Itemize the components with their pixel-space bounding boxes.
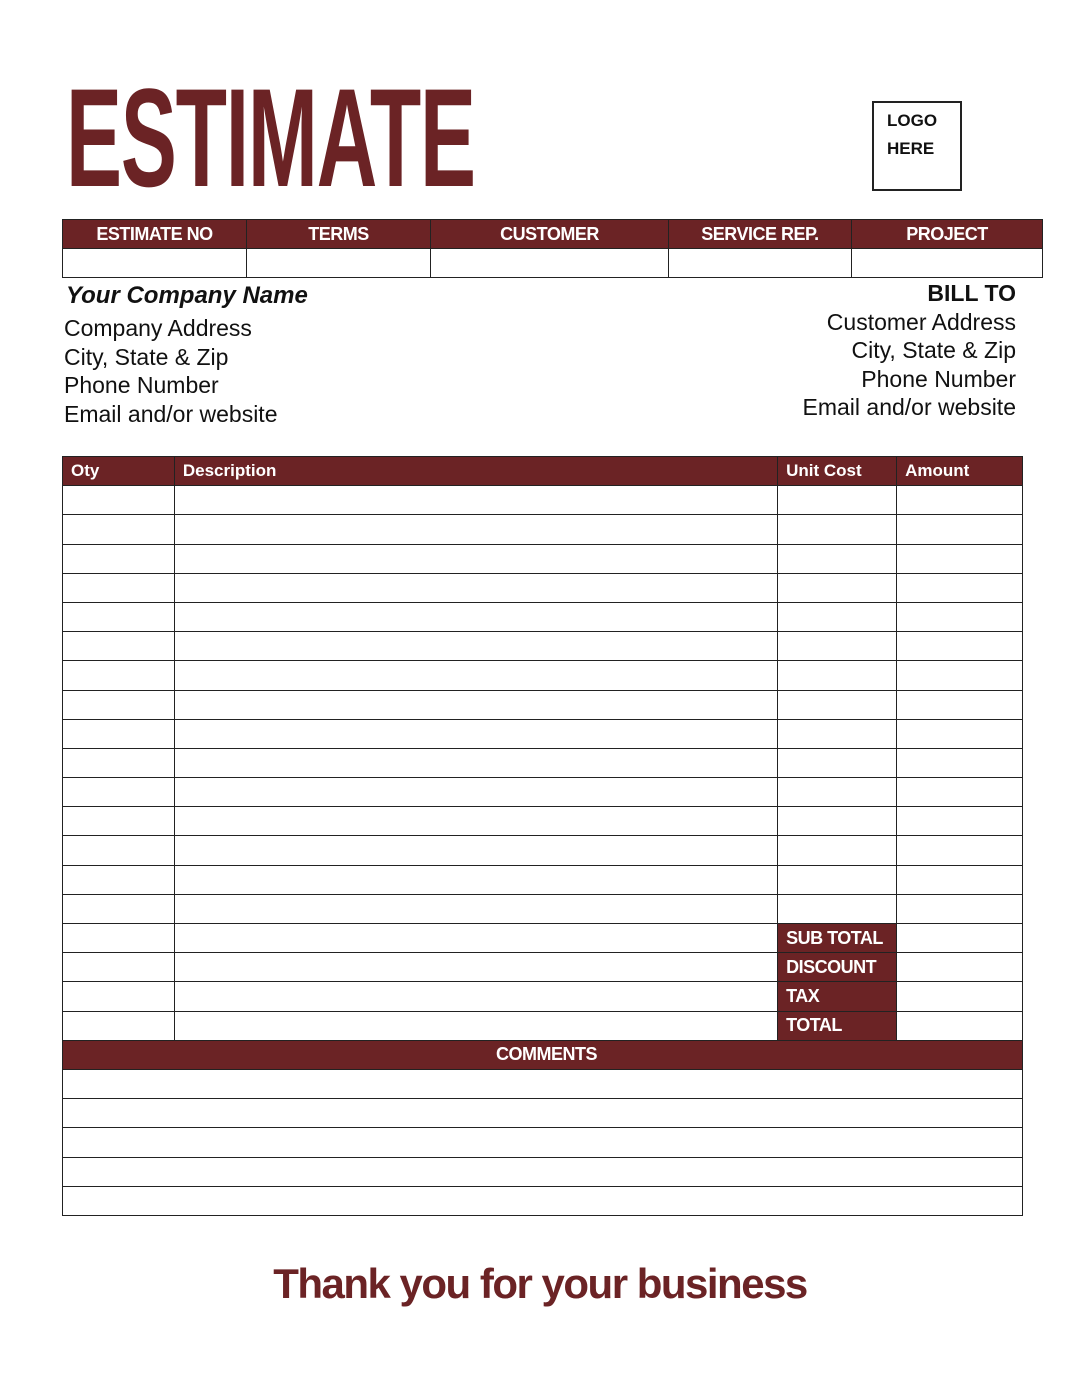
company-name: Your Company Name: [66, 282, 308, 309]
item-row: [63, 486, 1023, 515]
item-row: [63, 602, 1023, 631]
description-cell[interactable]: [174, 778, 777, 807]
amount-cell[interactable]: [897, 573, 1023, 602]
description-cell[interactable]: [174, 894, 777, 923]
description-cell[interactable]: [174, 982, 777, 1011]
customer-email: Email and/or website: [802, 394, 1016, 420]
description-cell[interactable]: [174, 1011, 777, 1040]
description-cell[interactable]: [174, 515, 777, 544]
header-customer: CUSTOMER: [431, 220, 669, 249]
amount-cell[interactable]: [897, 486, 1023, 515]
unit-cost-cell[interactable]: [778, 865, 897, 894]
item-row: [63, 953, 1023, 982]
summary-label-total: TOTAL: [778, 1011, 897, 1040]
comment-line[interactable]: [63, 1099, 1023, 1128]
amount-cell[interactable]: [897, 748, 1023, 777]
logo-placeholder: [872, 101, 962, 191]
unit-cost-cell[interactable]: [778, 573, 897, 602]
line-items-table: [62, 456, 1023, 1216]
summary-value-cell[interactable]: [897, 1011, 1023, 1040]
logo-text-2: HERE: [887, 139, 935, 158]
unit-cost-cell[interactable]: [778, 515, 897, 544]
description-cell[interactable]: [174, 573, 777, 602]
qty-cell[interactable]: [63, 865, 175, 894]
comment-row: [63, 1128, 1023, 1157]
qty-cell[interactable]: [63, 924, 175, 953]
description-cell[interactable]: [174, 632, 777, 661]
description-cell[interactable]: [174, 486, 777, 515]
service-rep-field[interactable]: [669, 249, 852, 278]
item-row: [63, 1011, 1023, 1040]
document-title: ESTIMATE: [66, 59, 475, 216]
qty-cell[interactable]: [63, 748, 175, 777]
company-email: Email and/or website: [64, 400, 278, 427]
summary-value-cell[interactable]: [897, 953, 1023, 982]
summary-label-discount: DISCOUNT: [778, 953, 897, 982]
comment-row: [63, 1157, 1023, 1186]
qty-cell[interactable]: [63, 486, 175, 515]
item-row: [63, 544, 1023, 573]
amount-cell[interactable]: [897, 807, 1023, 836]
qty-cell[interactable]: [63, 661, 175, 690]
bill-to-heading: BILL TO: [927, 280, 1016, 306]
amount-cell[interactable]: [897, 632, 1023, 661]
item-row: [63, 661, 1023, 690]
description-cell[interactable]: [174, 544, 777, 573]
unit-cost-cell[interactable]: [778, 807, 897, 836]
estimate-info-table: [62, 219, 1043, 278]
logo-text-1: LOGO: [887, 111, 938, 130]
thank-you-message: Thank you for your business: [273, 1260, 807, 1307]
amount-cell[interactable]: [897, 602, 1023, 631]
comment-line[interactable]: [63, 1069, 1023, 1098]
estimate-no-field[interactable]: [63, 249, 247, 278]
item-row: [63, 836, 1023, 865]
item-row: [63, 748, 1023, 777]
customer-address: Customer Address: [826, 308, 1016, 335]
qty-cell[interactable]: [63, 982, 175, 1011]
amount-cell[interactable]: [897, 865, 1023, 894]
amount-cell[interactable]: [897, 719, 1023, 748]
description-cell[interactable]: [174, 748, 777, 777]
item-row: [63, 690, 1023, 719]
header-project: PROJECT: [852, 220, 1043, 249]
unit-cost-cell[interactable]: [778, 690, 897, 719]
item-row: [63, 632, 1023, 661]
unit-cost-cell[interactable]: [778, 661, 897, 690]
qty-cell[interactable]: [63, 953, 175, 982]
amount-cell[interactable]: [897, 544, 1023, 573]
description-cell[interactable]: [174, 661, 777, 690]
qty-cell[interactable]: [63, 778, 175, 807]
comment-line[interactable]: [63, 1186, 1023, 1215]
customer-field[interactable]: [431, 249, 669, 278]
qty-cell[interactable]: [63, 836, 175, 865]
qty-cell[interactable]: [63, 515, 175, 544]
header-description: Description: [174, 457, 777, 486]
item-row: [63, 778, 1023, 807]
amount-cell[interactable]: [897, 690, 1023, 719]
description-cell[interactable]: [174, 953, 777, 982]
company-info: [64, 314, 278, 428]
qty-cell[interactable]: [63, 573, 175, 602]
comment-row: [63, 1099, 1023, 1128]
customer-city: City, State & Zip: [851, 337, 1016, 363]
header-terms: TERMS: [247, 220, 431, 249]
qty-cell[interactable]: [63, 632, 175, 661]
item-row: [63, 573, 1023, 602]
project-field[interactable]: [852, 249, 1043, 278]
comment-row: [63, 1186, 1023, 1215]
company-address: Company Address: [64, 315, 252, 341]
header-unit-cost: Unit Cost: [778, 457, 897, 486]
qty-cell[interactable]: [63, 894, 175, 923]
comment-line[interactable]: [63, 1157, 1023, 1186]
unit-cost-cell[interactable]: [778, 894, 897, 923]
amount-cell[interactable]: [897, 661, 1023, 690]
item-row: [63, 865, 1023, 894]
summary-value-cell[interactable]: [897, 924, 1023, 953]
unit-cost-cell[interactable]: [778, 486, 897, 515]
header-amount: Amount: [897, 457, 1023, 486]
bill-to-info: [803, 279, 1017, 422]
qty-cell[interactable]: [63, 690, 175, 719]
description-cell[interactable]: [174, 719, 777, 748]
item-row: [63, 719, 1023, 748]
qty-cell[interactable]: [63, 1011, 175, 1040]
header-qty: Oty: [63, 457, 175, 486]
description-cell[interactable]: [174, 836, 777, 865]
qty-cell[interactable]: [63, 602, 175, 631]
summary-label-tax: TAX: [778, 982, 897, 1011]
description-cell[interactable]: [174, 924, 777, 953]
summary-label-sub-total: SUB TOTAL: [778, 924, 897, 953]
company-city: City, State & Zip: [64, 343, 229, 370]
description-cell[interactable]: [174, 807, 777, 836]
comments-header-row: [63, 1040, 1023, 1069]
unit-cost-cell[interactable]: [778, 836, 897, 865]
qty-cell[interactable]: [63, 544, 175, 573]
description-cell[interactable]: [174, 865, 777, 894]
comment-row: [63, 1069, 1023, 1098]
unit-cost-cell[interactable]: [778, 719, 897, 748]
unit-cost-cell[interactable]: [778, 632, 897, 661]
amount-cell[interactable]: [897, 836, 1023, 865]
summary-value-cell[interactable]: [897, 982, 1023, 1011]
header-service-rep: SERVICE REP.: [669, 220, 852, 249]
qty-cell[interactable]: [63, 807, 175, 836]
terms-field[interactable]: [247, 249, 431, 278]
unit-cost-cell[interactable]: [778, 544, 897, 573]
item-row: [63, 515, 1023, 544]
header-estimate-no: ESTIMATE NO: [63, 220, 247, 249]
item-row: [63, 807, 1023, 836]
company-phone: Phone Number: [64, 372, 219, 398]
amount-cell[interactable]: [897, 515, 1023, 544]
unit-cost-cell[interactable]: [778, 748, 897, 777]
qty-cell[interactable]: [63, 719, 175, 748]
customer-phone: Phone Number: [861, 365, 1016, 392]
comments-heading: COMMENTS: [63, 1040, 1023, 1069]
item-row: [63, 982, 1023, 1011]
unit-cost-cell[interactable]: [778, 602, 897, 631]
description-cell[interactable]: [174, 602, 777, 631]
item-row: [63, 894, 1023, 923]
unit-cost-cell[interactable]: [778, 778, 897, 807]
amount-cell[interactable]: [897, 778, 1023, 807]
description-cell[interactable]: [174, 690, 777, 719]
comment-line[interactable]: [63, 1128, 1023, 1157]
item-row: [63, 924, 1023, 953]
amount-cell[interactable]: [897, 894, 1023, 923]
